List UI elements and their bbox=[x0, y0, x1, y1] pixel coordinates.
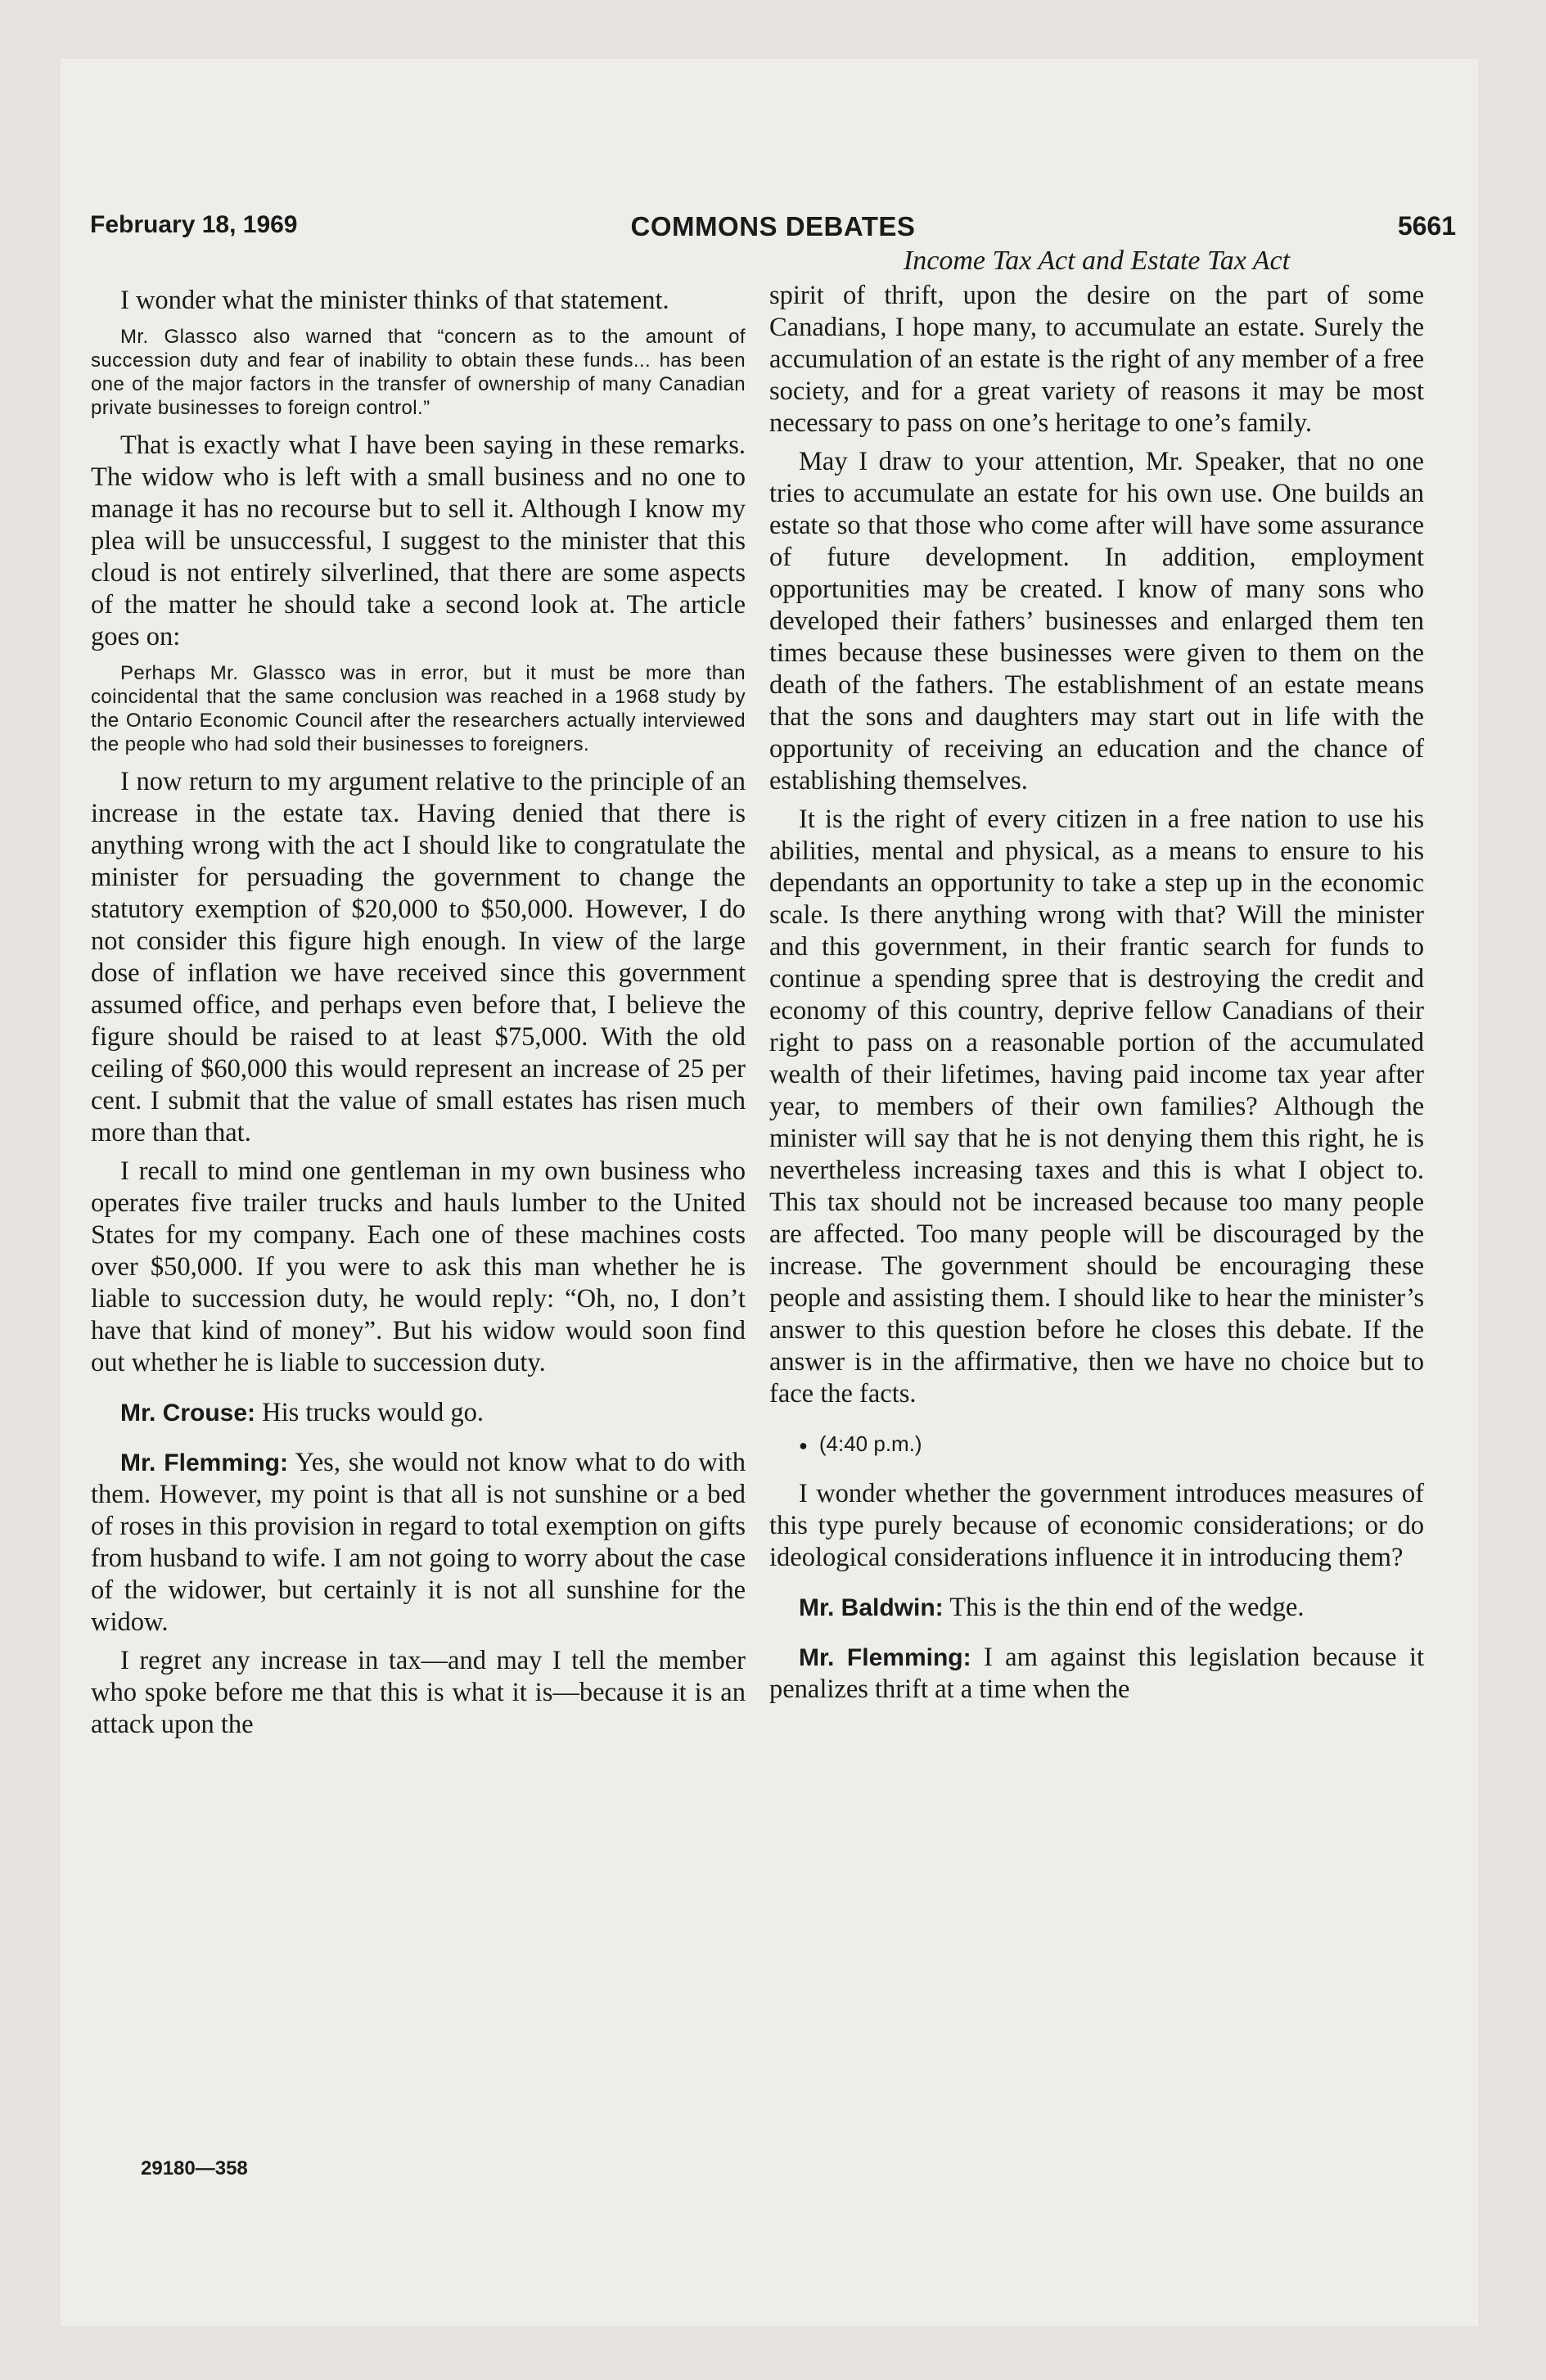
speaker-name: Mr. Baldwin: bbox=[799, 1594, 944, 1621]
paragraph: I now return to my argument relative to the principle of an increase in the estate tax. Having denied that there is anything wrong with the act I should like to congratulate the minister for persuading the government to change the statutory exemption of $20,000 to $50,000. However, I do not consider this figure high enough. In view of the large dose of inflation we have received since this government assumed office, and perhaps even before that, I believe the figure should be raised to at least $75,000. With the old ceiling of $60,000 this would represent an increase of 25 per cent. I submit that the value of small estates has risen much more than that. bbox=[91, 767, 746, 1147]
speech bbox=[91, 1447, 746, 1639]
header-page-number: 5661 bbox=[1397, 211, 1456, 241]
speaker-name: Mr. Crouse: bbox=[120, 1400, 256, 1427]
timestamp-text: (4:40 p.m.) bbox=[818, 1431, 922, 1456]
timestamp bbox=[799, 1431, 1424, 1457]
paragraph: That is exactly what I have been saying in these remarks. The widow who is left with a small business and no one to manage it has no recourse but to sell it. Although I know my plea will be unsuccessful, I suggest to the minister that this cloud is not entirely silverlined, that there are some aspects of the matter he should take a second look at. The article goes on: bbox=[91, 430, 746, 651]
left-column bbox=[91, 285, 746, 1741]
right-column bbox=[769, 246, 1424, 1706]
speech bbox=[769, 1642, 1424, 1706]
paragraph: I wonder whether the government introduces measures of this type purely because of economic considerations; or do ideological considerations influence it in introducing them? bbox=[769, 1479, 1424, 1572]
block-quote: Perhaps Mr. Glassco was in error, but it must be more than coincidental that the same conclusion was reached in a 1968 study by the Ontario Economic Council after the researchers actually interviewed the people who had sold their businesses to foreigners. bbox=[91, 662, 746, 755]
running-head: Income Tax Act and Estate Tax Act bbox=[903, 246, 1291, 276]
speech-text: Yes, she would not know what to do with them. However, my point is that all is not sunshine or a bed of roses in this provision in regard to total exemption on gifts from husband to wife. I am not going to worry about the case of the widower, but certainly it is not all sunshine for the widow. bbox=[91, 1448, 746, 1637]
bullet-icon: ● bbox=[799, 1436, 808, 1454]
speaker-name: Mr. Flemming: bbox=[120, 1449, 288, 1476]
signature-code: 29180—358 bbox=[141, 2157, 248, 2179]
speech-text: This is the thin end of the wedge. bbox=[943, 1593, 1305, 1622]
paragraph: It is the right of every citizen in a free nation to use his abilities, mental and physical, as a means to ensure to his dependants an opportunity to take a step up in the economic scale. Is there anything wrong with that? Will the minister and this government, in their frantic search for funds to continue a spending spree that is destroying the credit and economy of this country, deprive fellow Canadians of their right to pass on a reasonable portion of the accumulated wealth of their lifetimes, having paid income tax year after year, to members of their own families? Although the minister will say that he is not denying them this right, he is nevertheless increasing taxes and this is what I object to. This tax should not be increased because too many people are affected. Too many people will be discouraged by the increase. The government should be encouraging these people and assisting them. I should like to hear the minister’s answer to this question before he closes this debate. If the answer is in the affirmative, then we have no choice but to face the facts. bbox=[769, 805, 1424, 1409]
header-date: February 18, 1969 bbox=[90, 211, 298, 238]
page-header bbox=[90, 211, 1456, 244]
paragraph: I recall to mind one gentleman in my own business who operates five trailer trucks and hauls lumber to the United States for my company. Each one of these machines costs over $50,000. If you were to ask this man whether he is liable to succession duty, he would reply: “Oh, no, I don’t have that kind of money”. But his widow would soon find out whether he is liable to succession duty. bbox=[91, 1156, 746, 1377]
paragraph: spirit of thrift, upon the desire on the part of some Canadians, I hope many, to accumulate an estate. Surely the accumulation of an estate is the right of any member of a free society, and for a great variety of reasons it may be most necessary to pass on one’s heritage to one’s family. bbox=[769, 281, 1424, 438]
paragraph: I wonder what the minister thinks of that statement. bbox=[120, 286, 669, 315]
speaker-name: Mr. Flemming: bbox=[799, 1644, 971, 1671]
paragraph: May I draw to your attention, Mr. Speaker, that no one tries to accumulate an estate for his own use. One builds an estate so that those who come after will have some assurance of future development. In addition, employment opportunities may be created. I know of many sons who developed their fathers’ businesses and enlarged them ten times because these businesses were given to them on the death of the fathers. The establishment of an estate means that the sons and daughters may start out in life with the opportunity of receiving an education and the chance of establishing themselves. bbox=[769, 447, 1424, 796]
speech bbox=[769, 1592, 1424, 1624]
speech bbox=[91, 1397, 746, 1429]
block-quote: Mr. Glassco also warned that “concern as to the amount of succession duty and fear of inability to obtain these funds... has been one of the major factors in the transfer of ownership of many Canadian private businesses to foreign control.” bbox=[91, 326, 746, 419]
speech-text: His trucks would go. bbox=[255, 1398, 484, 1427]
speech-text: I am against this legislation because it penalizes thrift at a time when the bbox=[769, 1643, 1424, 1704]
paragraph: I regret any increase in tax—and may I tell the member who spoke before me that this is what it is—because it is an attack upon the bbox=[91, 1646, 746, 1739]
header-title: COMMONS DEBATES bbox=[630, 211, 916, 241]
